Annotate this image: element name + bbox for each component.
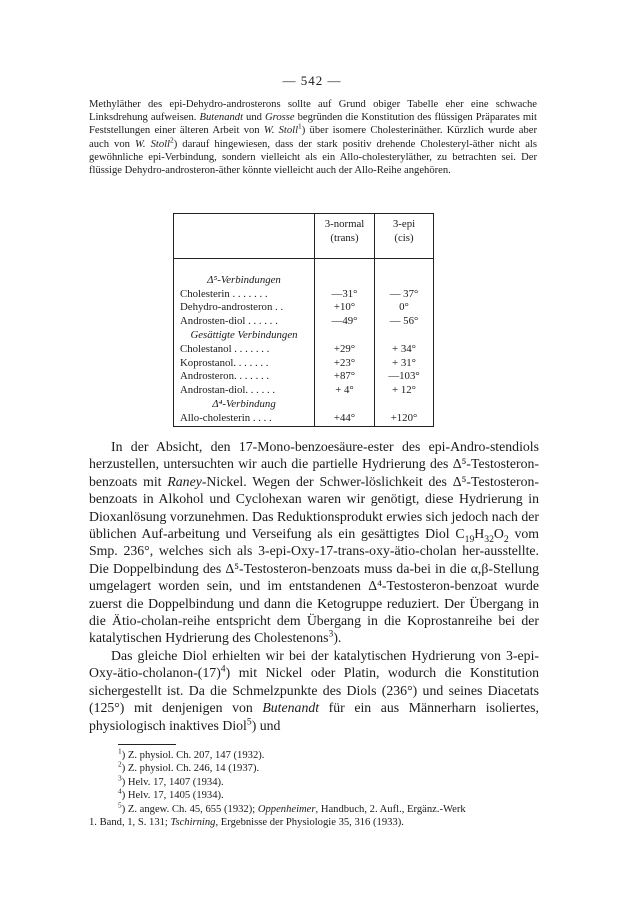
table-header-normal: 3-normal (trans)	[315, 214, 375, 259]
table-row: Androsteron. . . . . . . +87° —103°	[174, 370, 434, 384]
body-text	[89, 438, 539, 734]
table-row: Androsten-diol . . . . . . —49° — 56°	[174, 315, 434, 329]
table-row: Allo-cholesterin . . . . +44° +120°	[174, 412, 434, 426]
intro-paragraph: Methyläther des epi-Dehydro-androsterons sollte auf Grund obiger Tabelle eher eine schwache Linksdrehung aufweisen. Butenandt und Grosse begründen die Konstitution des flüssigen Präparates mit Feststellungen einer älteren Arbeit von W. Stoll$^1$) über isomere Cholesterinäther. Kürzlich wurde aber auch von W. Stoll$^2$) darauf hingewiesen, dass der stark positiv drehende Cholesteryl-äther nicht als gewöhnliche epi-Verbindung, sondern vielleicht als ein Allo-cholesteryläther, zu betrachten sei. Der flüssige Dehydro-androsteron-äther könnte vielleicht auch der Allo-Reihe angehören.	[89, 99, 537, 177]
table-row: Cholestanol . . . . . . . +29° + 34°	[174, 343, 434, 357]
table-row: Koprostanol. . . . . . . +23° + 31°	[174, 357, 434, 371]
footnote-ref: 1	[298, 121, 302, 131]
footnote-divider	[118, 744, 176, 745]
footnote-ref: 4	[220, 663, 226, 675]
table-header-blank	[174, 214, 315, 259]
section-title: Δ⁴-Verbindung	[174, 397, 315, 412]
author-name: Oppenheimer	[257, 803, 316, 815]
page-number: — 542 —	[282, 73, 342, 88]
footnote: $^4$) Helv. 17, 1405 (1934).	[118, 786, 224, 802]
footnote: $^5$) Z. angew. Ch. 45, 655 (1932); Oppenheimer, Handbuch, 2. Aufl., Ergänz.-Werk	[118, 800, 466, 815]
author-name: W. Stoll	[135, 138, 170, 150]
footnote: $^2$) Z. physiol. Ch. 246, 14 (1937).	[118, 759, 260, 775]
footnote-continuation: 1. Band, 1, S. 131; Tschirning, Ergebnisse der Physiologie 35, 316 (1933).	[89, 817, 404, 829]
table-header-epi: 3-epi (cis)	[375, 214, 434, 259]
footnotes	[89, 746, 539, 829]
body-paragraph: Das gleiche Diol erhielten wir bei der katalytischen Hydrierung von $3-epi-Oxy-ätio-cholanon-(17)^4$) mit Nickel oder Platin, wodurch die Konstitution sichergestellt ist. Da die Schmelzpunkte des Diols (236°) und seines Diacetats (125°) mit denjenigen von Butenandt für ein aus Männerharn isoliertes, physiologisch inaktives Diol$^5$) und	[89, 647, 540, 733]
section-title: Gesättigte Verbindungen	[174, 328, 315, 343]
table-row: Dehydro-androsteron . . +10° 0°	[174, 301, 434, 315]
footnote: $^3$) Helv. 17, 1407 (1934).	[118, 773, 224, 788]
table-row: Cholesterin . . . . . . . —31° — 37°	[174, 288, 434, 302]
footnote-ref: 5	[246, 715, 252, 727]
author-name: Butenandt	[199, 112, 244, 124]
body-paragraph: In der Absicht, den 17-Mono-benzoesäure-ester des epi-Andro-stendiols herzustellen, untersuchten wir auch die partielle Hydrierung des Δ⁵-Testosteron-benzoats mit Raney-Nickel. Wegen der Schwer-löslichkeit des Δ⁵-Testosteron-benzoats in Alkohol und Cyclohexan waren wir genötigt, diese Hydrierung in Dioxanlösung vorzunehmen. Das Reduktionsprodukt erwies sich jedoch nach der üblichen Auf-arbeitung und Verseifung als ein gesättigtes Diol $C_{19}H_{32}O_2$ vom Smp. 236°, welches sich als 3-epi-Oxy-17-trans-oxy-ätio-cholan her-ausstellte. Die Doppelbindung des Δ⁵-Testosteron-benzoats muss da-bei in die α,β-Stellung umgelagert worden sein, und im entstandenen Δ⁴-Testosteron-benzoat wurde zuerst die Doppelbindung und dann die Ketogruppe reduziert. Der Übergang in die Ätio-cholan-reihe entspricht dem Übergang in die Koprostanreihe bei der katalytischen Hydrierung des Cholestenons$^3$).	[89, 439, 540, 646]
author-name: Grosse	[264, 112, 295, 124]
author-name: W. Stoll	[263, 125, 299, 137]
author-name: Raney	[167, 473, 202, 489]
footnote-ref: 3	[328, 628, 334, 640]
rotation-table	[173, 213, 434, 427]
author-name: Tschirning	[170, 817, 216, 829]
author-name: Butenandt	[262, 700, 320, 716]
footnote-ref: 2	[170, 135, 174, 145]
table-row: Androstan-diol. . . . . . + 4° + 12°	[174, 384, 434, 398]
footnote: $^1$) Z. physiol. Ch. 207, 147 (1932).	[118, 746, 265, 761]
section-title: Δ⁵-Verbindungen	[174, 273, 315, 288]
